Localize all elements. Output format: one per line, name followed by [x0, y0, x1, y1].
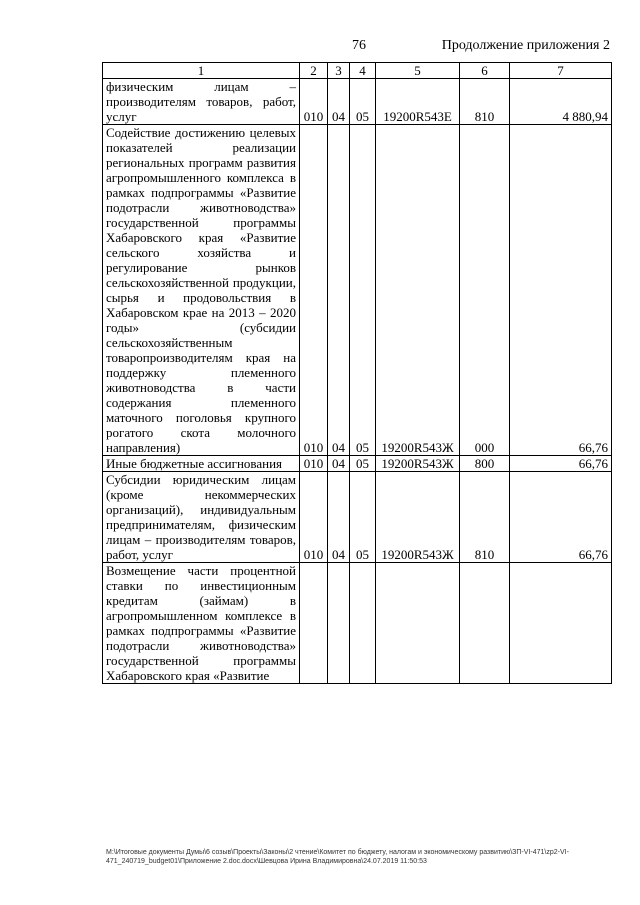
- expense-type-code: 800: [460, 456, 510, 472]
- subsection-code: 05: [350, 125, 376, 456]
- table-row: [103, 125, 612, 456]
- table-row: [103, 472, 612, 563]
- table-row: [103, 563, 612, 684]
- table-row: [103, 79, 612, 125]
- column-number: 7: [510, 63, 612, 79]
- item-name: физическим лицам – производителям товаров, работ, услуг: [103, 79, 300, 125]
- subsection-code: 05: [350, 472, 376, 563]
- subsection-code: 05: [350, 79, 376, 125]
- page-number: 76: [352, 38, 366, 53]
- section-code: 04: [328, 79, 350, 125]
- target-article-code: 19200R543Ж: [376, 472, 460, 563]
- item-name: Содействие достижению целевых показателей реализации региональных программ развития агропромышленного комплекса в рамках подпрограммы «Развитие подотрасли животноводства» государственной программы Хабаровского края «Развитие сельского хозяйства и регулирование рынков сельскохозяйственной продукции, сырья и продовольствия в Хабаровском крае на 2013 – 2020 годы» (субсидии сельскохозяйственным товаропроизводителям края на поддержку племенного животноводства в части содержания племенного маточного поголовья крупного рогатого скота молочного направления): [103, 125, 300, 456]
- target-article-code: 19200R543Ж: [376, 456, 460, 472]
- target-article-code: 19200R543Ж: [376, 125, 460, 456]
- subsection-code: [350, 563, 376, 684]
- expense-type-code: [460, 563, 510, 684]
- section-code: 04: [328, 472, 350, 563]
- column-number: 5: [376, 63, 460, 79]
- column-number: 1: [103, 63, 300, 79]
- column-number: 2: [300, 63, 328, 79]
- expense-type-code: 810: [460, 79, 510, 125]
- expense-type-code: 810: [460, 472, 510, 563]
- ministry-code: 010: [300, 472, 328, 563]
- amount: [510, 563, 612, 684]
- item-name: Возмещение части процентной ставки по инвестиционным кредитам (займам) в агропромышленном комплексе в рамках подпрограммы «Развитие подотрасли животноводства» государственной программы Хабаровского края «Развитие: [103, 563, 300, 684]
- column-number: 4: [350, 63, 376, 79]
- document-path-footer: M:\Итоговые документы Думы\6 созыв\Проекты\Законы\2 чтение\Комитет по бюджету, налогам и экономическому развитию\ЗП-VI-471\zp2-VI-471_240719_budget01\Приложение 2.doc.docx\Шевцова Ирина Владимировна\24.07.2019 11:50:53: [106, 849, 569, 865]
- amount: 4 880,94: [510, 79, 612, 125]
- budget-table: [102, 62, 612, 684]
- subsection-code: 05: [350, 456, 376, 472]
- target-article-code: [376, 563, 460, 684]
- expense-type-code: 000: [460, 125, 510, 456]
- section-code: 04: [328, 125, 350, 456]
- continuation-label: Продолжение приложения 2: [441, 38, 610, 53]
- ministry-code: 010: [300, 79, 328, 125]
- column-number: 3: [328, 63, 350, 79]
- ministry-code: 010: [300, 456, 328, 472]
- ministry-code: 010: [300, 125, 328, 456]
- column-number-row: [103, 63, 612, 79]
- table-row: [103, 456, 612, 472]
- amount: 66,76: [510, 472, 612, 563]
- section-code: [328, 563, 350, 684]
- amount: 66,76: [510, 125, 612, 456]
- target-article-code: 19200R543Е: [376, 79, 460, 125]
- column-number: 6: [460, 63, 510, 79]
- ministry-code: [300, 563, 328, 684]
- section-code: 04: [328, 456, 350, 472]
- item-name: Иные бюджетные ассигнования: [103, 456, 300, 472]
- item-name: Субсидии юридическим лицам (кроме некоммерческих организаций), индивидуальным предпринимателям, физическим лицам – производителям товаров, работ, услуг: [103, 472, 300, 563]
- amount: 66,76: [510, 456, 612, 472]
